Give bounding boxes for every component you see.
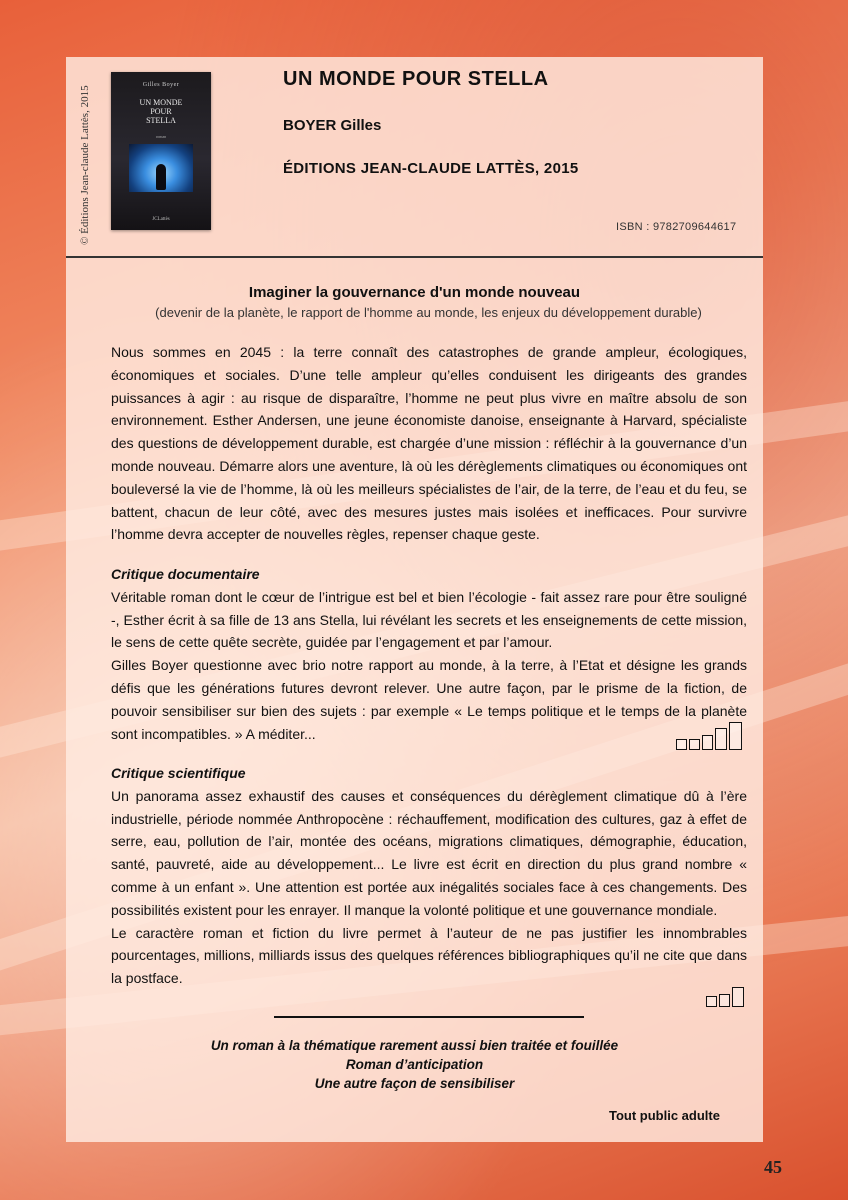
- cover-publisher: JCLattès: [152, 217, 170, 222]
- rating-square-icon: [676, 739, 687, 750]
- cover-title: UN MONDE POUR STELLA: [139, 98, 183, 125]
- book-publisher: ÉDITIONS JEAN-CLAUDE LATTÈS, 2015: [283, 160, 579, 177]
- rating-square-icon: [719, 994, 730, 1007]
- book-title: UN MONDE POUR STELLA: [283, 68, 549, 90]
- critique-scientifique-p2: Le caractère roman et fiction du livre permet à l’auteur de ne pas justifier les innombrables pourcentages, millions, milliards issus des quelques références bibliographiques qu’il ne cite que dans la postface.: [111, 924, 747, 987]
- critique-documentaire-p1: Véritable roman dont le cœur de l’intrigue est bel et bien l’écologie - fait assez rare pour être souligné -, Esther écrit à sa fille de 13 ans Stella, lui révélant les secrets et les enseignements de cette mission, le sens de cette quête secrète, guidée par l’engagement et par l’amour.: [111, 588, 747, 651]
- rating-square-icon: [706, 996, 717, 1007]
- summary-text: [111, 341, 747, 546]
- conclusion-line-2: Roman d’anticipation: [345, 1057, 484, 1072]
- rating-square-icon: [689, 739, 700, 750]
- cover-author: Gilles Boyer: [142, 82, 180, 88]
- page-number: 45: [764, 1157, 782, 1177]
- section-subtitle: (devenir de la planète, le rapport de l'homme au monde, les enjeux du développement durable): [155, 305, 702, 320]
- isbn: ISBN : 9782709644617: [616, 221, 737, 233]
- rating-documentaire: [676, 722, 742, 750]
- conclusion-divider: [274, 1016, 584, 1018]
- critique-documentaire-label: Critique documentaire: [111, 566, 260, 582]
- conclusion-line-1: Un roman à la thématique rarement aussi bien traitée et fouillée: [210, 1038, 619, 1053]
- rating-square-icon: [729, 722, 742, 750]
- critique-documentaire: [111, 563, 747, 745]
- cover-subtitle: roman: [155, 134, 167, 139]
- rating-square-icon: [715, 728, 727, 750]
- critique-scientifique-p1: Un panorama assez exhaustif des causes et conséquences du dérèglement climatique dû à l’ère industrielle, période nommée Anthropocène : réchauffement, modification des cultures, gaz à effet de serre, eau, pollution de l’air, montée des océans, migrations climatiques, démographie, éducation, santé, pauvreté, aide au développement... Le livre est écrit en direction du plus grand nombre « comme à un enfant ». Une attention est portée aux inégalités sociales face à ces changements. Des possibilités existent pour les enrayer. Il manque la volonté politique et une gouvernance mondiale.: [111, 787, 747, 918]
- critique-documentaire-p2: Gilles Boyer questionne avec brio notre rapport au monde, à la terre, à l’Etat et désigne les grands défis que les générations futures devront relever. Une autre façon, par le prisme de la fiction, de pouvoir sensibiliser sur bien des sujets : par exemple « Le temps politique et le temps de la planète sont incompatibles. » A méditer...: [111, 657, 747, 742]
- rating-scientifique: [706, 987, 744, 1007]
- summary-paragraph: Nous sommes en 2045 : la terre connaît des catastrophes de grande ampleur, écologiques, économiques et sociales. D’une telle ampleur qu’elles conduisent les dirigeants des grandes puissances à agir : au risque de disparaître, l’homme ne peut plus vivre en maître absolu de son environnement. Esther Andersen, une jeune économiste danoise, enseignante à Harvard, spécialiste des questions de développement durable, est chargée d’une mission : réfléchir à la gouvernance d’un monde nouveau. Démarre alors une aventure, là où les dérèglements climatiques ou économiques ont bouleversé la vie de l’homme, là où les meilleurs spécialistes de l’air, de la terre, de l’eau et du feu, se battent, chacun de leur côté, avec des mesures justes mais isolées et inefficaces. Pour survivre l’homme devra accepter de nouvelles règles, repenser chaque geste.: [111, 344, 747, 543]
- cover-figure: [156, 164, 166, 190]
- audience-label: Tout public adulte: [609, 1108, 720, 1123]
- header-divider: [66, 256, 763, 258]
- rating-square-icon: [702, 735, 713, 750]
- book-author: BOYER Gilles: [283, 117, 382, 134]
- copyright-notice: © Éditions Jean-claude Lattès, 2015: [79, 85, 91, 245]
- rating-square-icon: [732, 987, 744, 1007]
- book-cover-image: [111, 72, 211, 230]
- critique-scientifique-label: Critique scientifique: [111, 765, 246, 781]
- conclusion-line-3: Une autre façon de sensibiliser: [314, 1076, 515, 1091]
- section-title: Imaginer la gouvernance d'un monde nouveau: [248, 284, 581, 301]
- critique-scientifique: [111, 762, 747, 990]
